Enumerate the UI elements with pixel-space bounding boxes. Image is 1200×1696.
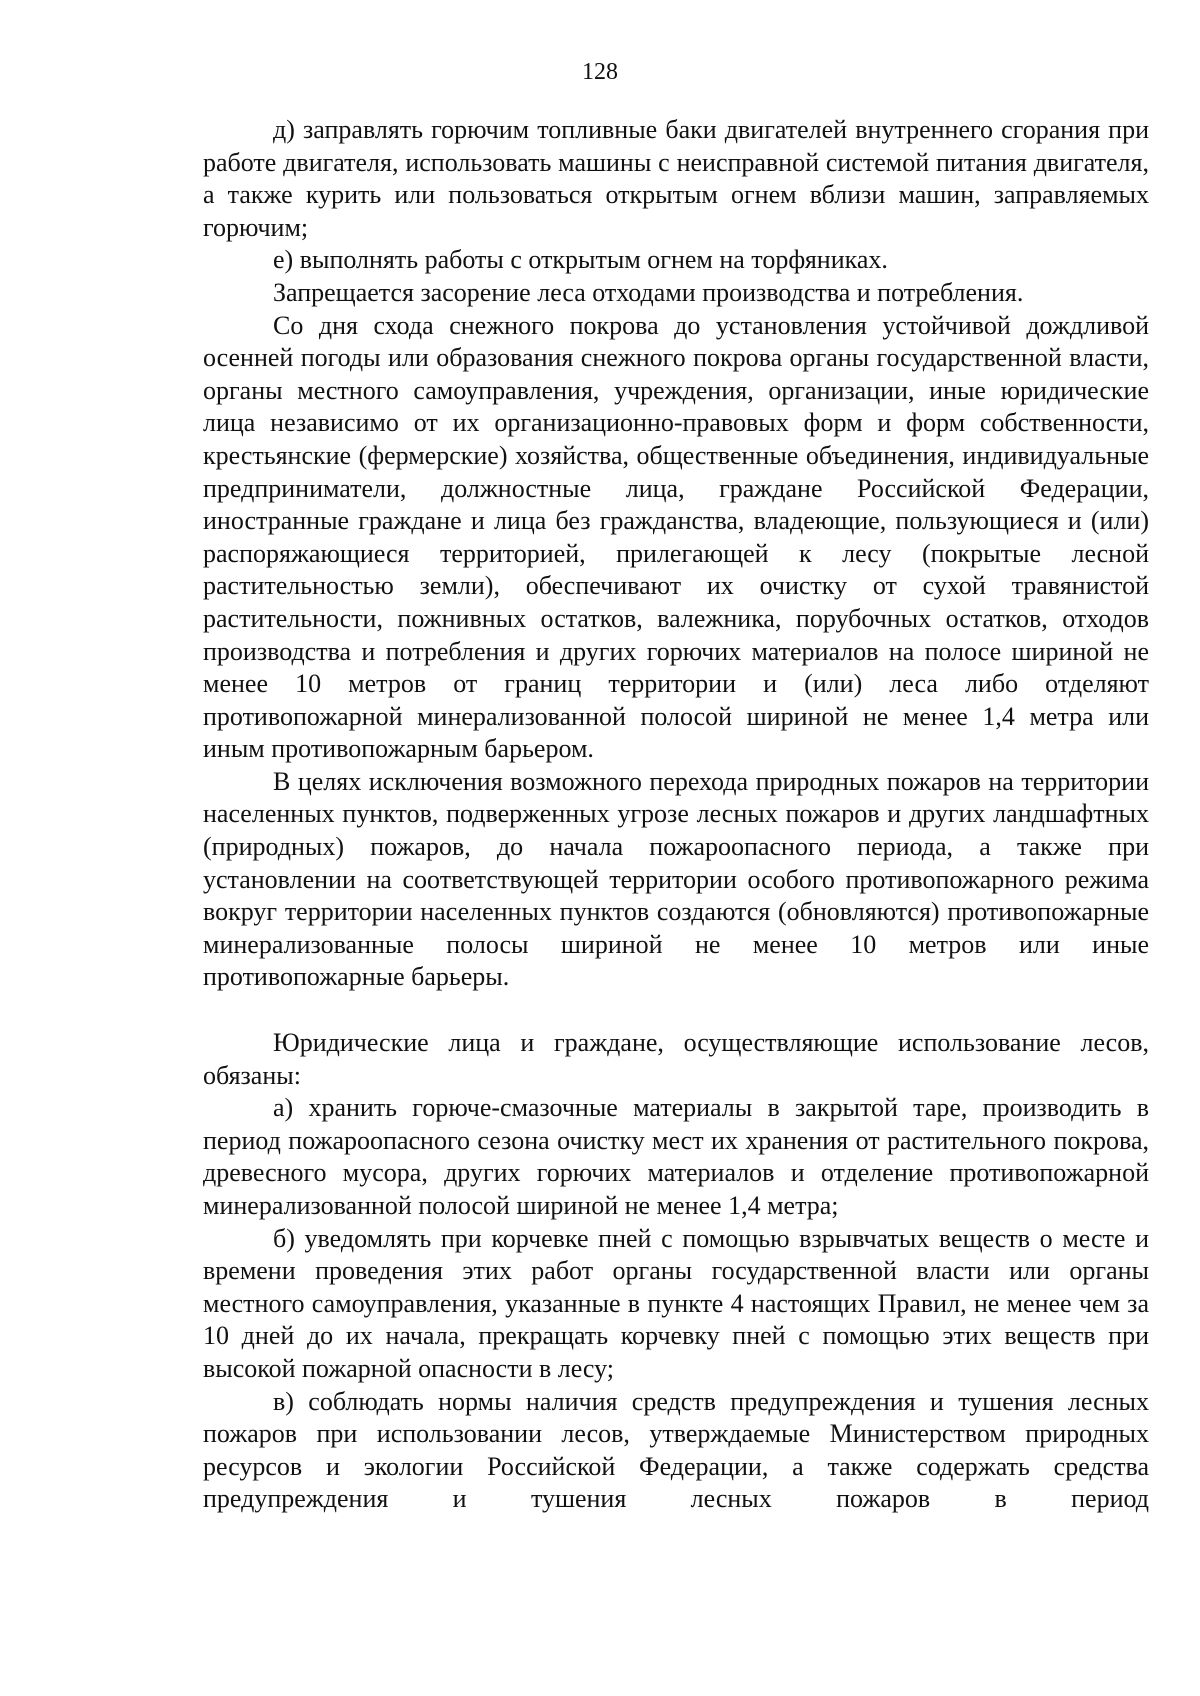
paragraph-d: д) заправлять горючим топливные баки двигателей внутреннего сгорания при работе двигателя, использовать машины с неисправной системой питания двигателя, а также курить или пользоваться открытым огнем вблизи машин, заправляемых горючим; <box>203 115 1149 242</box>
document-body <box>203 114 1149 1516</box>
paragraph-b: б) уведомлять при корчевке пней с помощью взрывчатых веществ о месте и времени проведения этих работ органы государственной власти или органы местного самоуправления, указанные в пункте 4 настоящих Правил, не менее чем за 10 дней до их начала, прекращать корчевку пней с помощью этих веществ при высокой пожарной опасности в лесу; <box>203 1223 1149 1383</box>
paragraph-settlements: В целях исключения возможного перехода природных пожаров на территории населенных пунктов, подверженных угрозе лесных пожаров и других ландшафтных (природных) пожаров, до начала пожароопасного периода, а также при установлении на соответствующей территории особого противопожарного режима вокруг территории населенных пунктов создаются (обновляются) противопожарные минерализованные полосы шириной не менее 10 метров или иные противопожарные барьеры. <box>203 766 1149 992</box>
paragraph-v: в) соблюдать нормы наличия средств предупреждения и тушения лесных пожаров при использовании лесов, утверждаемые Министерством природных ресурсов и экологии Российской Федерации, а также содержать средства предупреждения и тушения лесных пожаров в период <box>203 1386 1149 1514</box>
paragraph-prohibition: Запрещается засорение леса отходами производства и потребления. <box>273 277 1024 307</box>
paragraph-a: а) хранить горюче-смазочные материалы в закрытой таре, производить в период пожароопасного сезона очистку мест их хранения от растительного покрова, древесного мусора, других горючих материалов и отделение противопожарной минерализованной полосой шириной не менее 1,4 метра; <box>203 1093 1149 1220</box>
paragraph-obligations-intro: Юридические лица и граждане, осуществляющие использование лесов, обязаны: <box>203 1028 1149 1090</box>
page-number: 128 <box>582 59 618 85</box>
section-gap <box>203 994 1149 1027</box>
paragraph-e: е) выполнять работы с открытым огнем на торфяниках. <box>273 245 888 275</box>
paragraph-snow-cover: Со дня схода снежного покрова до установления устойчивой дождливой осенней погоды или образования снежного покрова органы государственной власти, органы местного самоуправления, учреждения, организации, иные юридические лица независимо от их организационно-правовых форм и форм собственности, крестьянские (фермерские) хозяйства, общественные объединения, индивидуальные предприниматели, должностные лица, граждане Российской Федерации, иностранные граждане и лица без гражданства, владеющие, пользующиеся и (или) распоряжающиеся территорией, прилегающей к лесу (покрытые лесной растительностью земли), обеспечивают их очистку от сухой травянистой растительности, пожнивных остатков, валежника, порубочных остатков, отходов производства и потребления и других горючих материалов на полосе шириной не менее 10 метров от границ территории и (или) леса либо отделяют противопожарной минерализованной полосой шириной не менее 1,4 метра или иным противопожарным барьером. <box>203 310 1149 764</box>
